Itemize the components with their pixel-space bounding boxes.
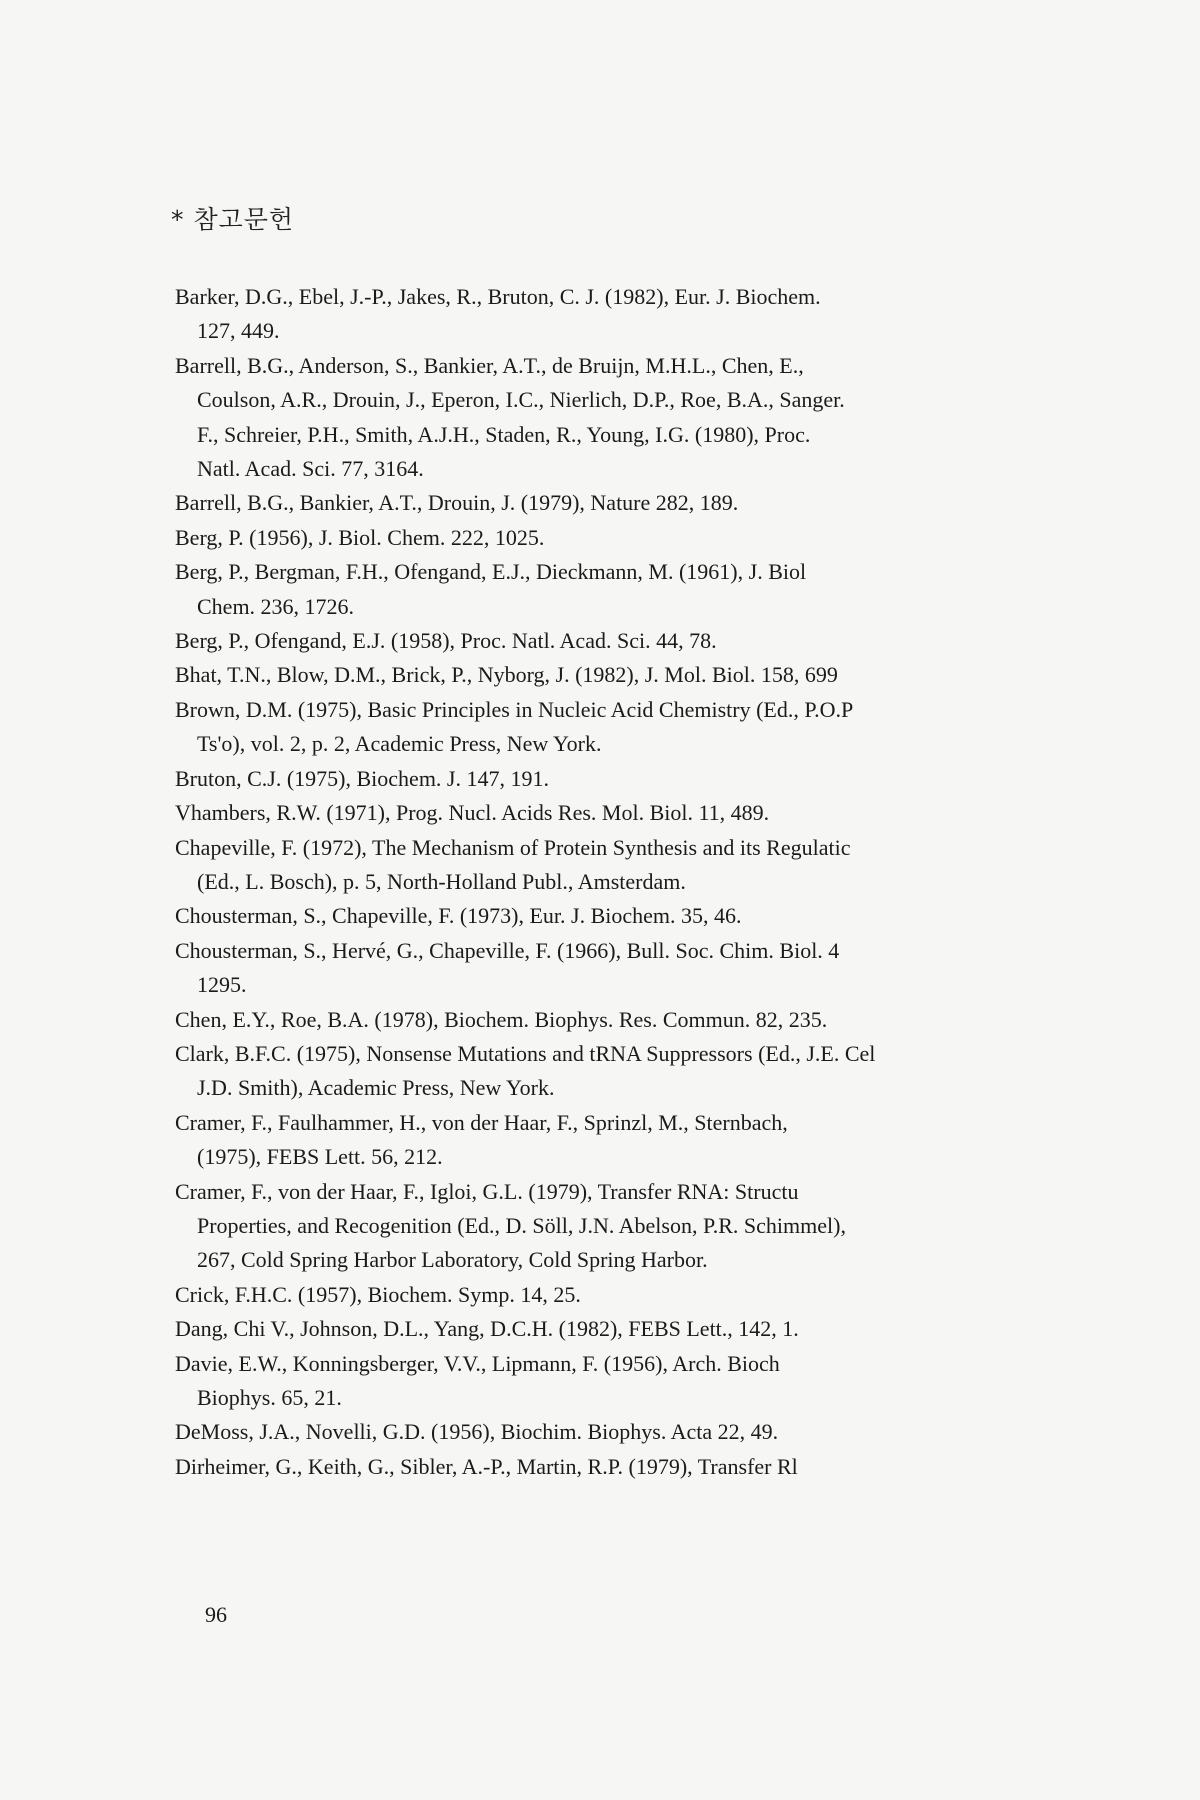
reference-entry bbox=[175, 1003, 1025, 1037]
reference-line: Barrell, B.G., Anderson, S., Bankier, A.T., de Bruijn, M.H.L., Chen, E., bbox=[175, 352, 804, 378]
reference-entry bbox=[175, 831, 1025, 900]
reference-line: Bruton, C.J. (1975), Biochem. J. 147, 191. bbox=[175, 765, 549, 791]
reference-list bbox=[175, 280, 1025, 1484]
reference-entry bbox=[175, 349, 1025, 487]
reference-entry bbox=[175, 1037, 1025, 1106]
reference-entry bbox=[175, 796, 1025, 830]
reference-line: Berg, P. (1956), J. Biol. Chem. 222, 1025. bbox=[175, 524, 545, 550]
reference-line: Brown, D.M. (1975), Basic Principles in Nucleic Acid Chemistry (Ed., P.O.P bbox=[175, 696, 854, 722]
reference-line: Chousterman, S., Chapeville, F. (1973), Eur. J. Biochem. 35, 46. bbox=[175, 903, 742, 929]
reference-entry bbox=[175, 624, 1025, 658]
reference-line: (1975), FEBS Lett. 56, 212. bbox=[197, 1144, 443, 1170]
reference-entry bbox=[175, 934, 1025, 1003]
reference-line: Clark, B.F.C. (1975), Nonsense Mutations and tRNA Suppressors (Ed., J.E. Cel bbox=[175, 1040, 876, 1066]
reference-line: Davie, E.W., Konningsberger, V.V., Lipmann, F. (1956), Arch. Bioch bbox=[175, 1350, 780, 1376]
reference-entry bbox=[175, 1106, 1025, 1175]
reference-line: Natl. Acad. Sci. 77, 3164. bbox=[197, 456, 424, 482]
reference-line: Cramer, F., von der Haar, F., Igloi, G.L. (1979), Transfer RNA: Structu bbox=[175, 1178, 799, 1204]
reference-entry bbox=[175, 280, 1025, 349]
reference-line: F., Schreier, P.H., Smith, A.J.H., Staden, R., Young, I.G. (1980), Proc. bbox=[197, 421, 811, 447]
reference-entry bbox=[175, 1278, 1025, 1312]
reference-line: Coulson, A.R., Drouin, J., Eperon, I.C., Nierlich, D.P., Roe, B.A., Sanger. bbox=[197, 387, 845, 413]
reference-entry bbox=[175, 1175, 1025, 1278]
reference-line: Chem. 236, 1726. bbox=[197, 593, 355, 619]
reference-line: 267, Cold Spring Harbor Laboratory, Cold Spring Harbor. bbox=[197, 1247, 708, 1273]
reference-line: Barrell, B.G., Bankier, A.T., Drouin, J. (1979), Nature 282, 189. bbox=[175, 490, 739, 516]
reference-entry bbox=[175, 486, 1025, 520]
reference-line: J.D. Smith), Academic Press, New York. bbox=[197, 1075, 555, 1101]
reference-line: Vhambers, R.W. (1971), Prog. Nucl. Acids Res. Mol. Biol. 11, 489. bbox=[175, 800, 770, 826]
reference-line: Properties, and Recogenition (Ed., D. Söll, J.N. Abelson, P.R. Schimmel), bbox=[197, 1212, 846, 1238]
reference-entry bbox=[175, 658, 1025, 692]
reference-entry bbox=[175, 521, 1025, 555]
reference-entry bbox=[175, 1415, 1025, 1449]
reference-line: Bhat, T.N., Blow, D.M., Brick, P., Nyborg, J. (1982), J. Mol. Biol. 158, 699 bbox=[175, 662, 838, 688]
reference-line: Crick, F.H.C. (1957), Biochem. Symp. 14, 25. bbox=[175, 1281, 581, 1307]
reference-line: 127, 449. bbox=[197, 318, 280, 344]
reference-line: Berg, P., Ofengand, E.J. (1958), Proc. Natl. Acad. Sci. 44, 78. bbox=[175, 628, 717, 654]
reference-line: Cramer, F., Faulhammer, H., von der Haar, F., Sprinzl, M., Sternbach, bbox=[175, 1109, 788, 1135]
reference-entry bbox=[175, 693, 1025, 762]
reference-line: Chen, E.Y., Roe, B.A. (1978), Biochem. Biophys. Res. Commun. 82, 235. bbox=[175, 1006, 828, 1032]
reference-entry bbox=[175, 1450, 1025, 1484]
reference-entry bbox=[175, 1312, 1025, 1346]
reference-line: Biophys. 65, 21. bbox=[197, 1385, 342, 1410]
reference-line: Berg, P., Bergman, F.H., Ofengand, E.J., Dieckmann, M. (1961), J. Biol bbox=[175, 559, 807, 585]
reference-line: Chapeville, F. (1972), The Mechanism of Protein Synthesis and its Regulatic bbox=[175, 834, 851, 860]
reference-line: Dang, Chi V., Johnson, D.L., Yang, D.C.H. (1982), FEBS Lett., 142, 1. bbox=[175, 1316, 799, 1342]
reference-line: Chousterman, S., Hervé, G., Chapeville, F. (1966), Bull. Soc. Chim. Biol. 4 bbox=[175, 937, 840, 963]
reference-line: (Ed., L. Bosch), p. 5, North-Holland Publ., Amsterdam. bbox=[197, 868, 686, 894]
reference-entry bbox=[175, 899, 1025, 933]
page-number: 96 bbox=[205, 1602, 227, 1627]
reference-line: Ts'o), vol. 2, p. 2, Academic Press, New York. bbox=[197, 731, 602, 757]
reference-entry bbox=[175, 762, 1025, 796]
reference-line: DeMoss, J.A., Novelli, G.D. (1956), Biochim. Biophys. Acta 22, 49. bbox=[175, 1419, 779, 1445]
reference-line: Barker, D.G., Ebel, J.-P., Jakes, R., Bruton, C. J. (1982), Eur. J. Biochem. bbox=[175, 284, 821, 309]
reference-line: 1295. bbox=[197, 972, 247, 998]
reference-entry bbox=[175, 1347, 1025, 1416]
reference-entry bbox=[175, 555, 1025, 624]
section-heading: * 참고문헌 bbox=[171, 205, 295, 234]
reference-line: Dirheimer, G., Keith, G., Sibler, A.-P., Martin, R.P. (1979), Transfer Rl bbox=[175, 1453, 798, 1479]
